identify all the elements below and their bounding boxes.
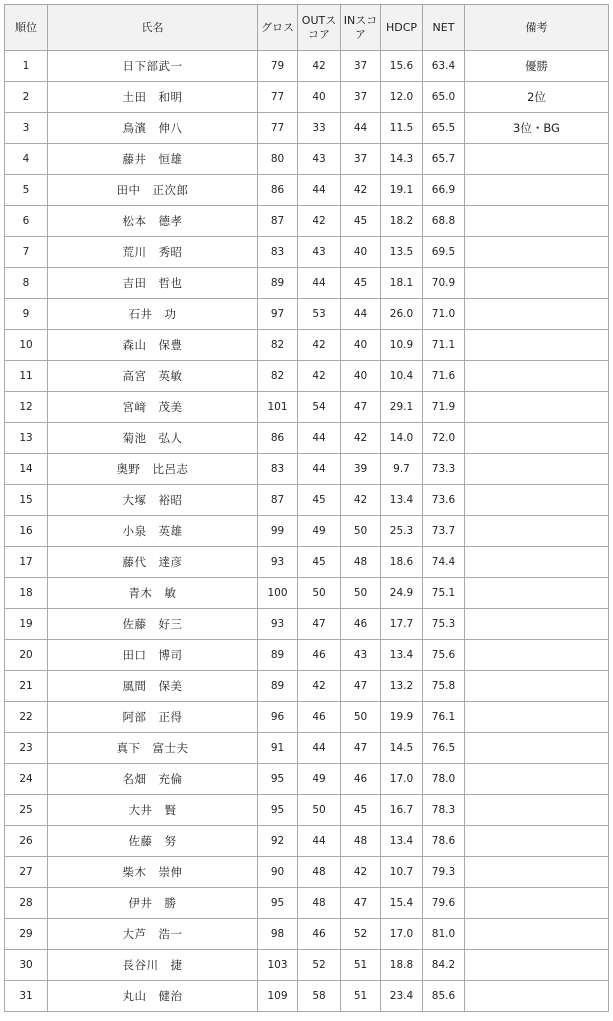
in-score-cell: 51 (341, 981, 381, 1012)
net-cell: 63.4 (423, 51, 465, 82)
net-cell: 65.0 (423, 82, 465, 113)
gross-cell: 82 (258, 361, 298, 392)
note-cell (465, 764, 609, 795)
hdcp-cell: 18.6 (381, 547, 423, 578)
name-cell: 伊井 勝 (48, 888, 258, 919)
out-score-cell: 45 (298, 547, 341, 578)
in-score-cell: 52 (341, 919, 381, 950)
gross-cell: 83 (258, 454, 298, 485)
note-cell (465, 361, 609, 392)
name-cell: 真下 富士夫 (48, 733, 258, 764)
hdcp-cell: 19.9 (381, 702, 423, 733)
in-score-cell: 46 (341, 764, 381, 795)
in-score-cell: 47 (341, 733, 381, 764)
gross-cell: 98 (258, 919, 298, 950)
net-cell: 84.2 (423, 950, 465, 981)
note-cell (465, 981, 609, 1012)
in-score-cell: 40 (341, 237, 381, 268)
table-row (5, 175, 609, 206)
net-cell: 78.0 (423, 764, 465, 795)
note-cell (465, 888, 609, 919)
note-cell (465, 392, 609, 423)
table-row (5, 795, 609, 826)
hdcp-cell: 13.4 (381, 640, 423, 671)
hdcp-cell: 25.3 (381, 516, 423, 547)
rank-cell: 30 (5, 950, 48, 981)
in-score-cell: 47 (341, 888, 381, 919)
in-score-cell: 43 (341, 640, 381, 671)
name-cell: 阿部 正得 (48, 702, 258, 733)
out-score-cell: 42 (298, 330, 341, 361)
net-cell: 73.3 (423, 454, 465, 485)
table-row (5, 206, 609, 237)
gross-cell: 99 (258, 516, 298, 547)
rank-cell: 5 (5, 175, 48, 206)
hdcp-cell: 14.5 (381, 733, 423, 764)
header-gross: グロス (258, 5, 298, 51)
gross-cell: 97 (258, 299, 298, 330)
rank-cell: 1 (5, 51, 48, 82)
gross-cell: 87 (258, 206, 298, 237)
out-score-cell: 42 (298, 361, 341, 392)
gross-cell: 87 (258, 485, 298, 516)
in-score-cell: 40 (341, 361, 381, 392)
in-score-cell: 46 (341, 609, 381, 640)
in-score-cell: 39 (341, 454, 381, 485)
net-cell: 74.4 (423, 547, 465, 578)
table-row (5, 826, 609, 857)
out-score-cell: 52 (298, 950, 341, 981)
header-in-score: INスコア (341, 5, 381, 51)
name-cell: 鳥濱 伸八 (48, 113, 258, 144)
net-cell: 79.6 (423, 888, 465, 919)
note-cell (465, 609, 609, 640)
in-score-cell: 42 (341, 175, 381, 206)
header-rank: 順位 (5, 5, 48, 51)
gross-cell: 96 (258, 702, 298, 733)
table-row (5, 516, 609, 547)
hdcp-cell: 15.6 (381, 51, 423, 82)
hdcp-cell: 13.4 (381, 826, 423, 857)
name-cell: 高宮 英敏 (48, 361, 258, 392)
in-score-cell: 47 (341, 671, 381, 702)
table-row (5, 268, 609, 299)
name-cell: 森山 保豊 (48, 330, 258, 361)
note-cell (465, 485, 609, 516)
name-cell: 吉田 哲也 (48, 268, 258, 299)
out-score-cell: 42 (298, 51, 341, 82)
name-cell: 佐藤 努 (48, 826, 258, 857)
in-score-cell: 48 (341, 826, 381, 857)
table-row (5, 888, 609, 919)
note-cell (465, 795, 609, 826)
note-cell: 優勝 (465, 51, 609, 82)
net-cell: 69.5 (423, 237, 465, 268)
out-score-cell: 44 (298, 268, 341, 299)
out-score-cell: 42 (298, 206, 341, 237)
note-cell (465, 330, 609, 361)
note-cell (465, 857, 609, 888)
rank-cell: 10 (5, 330, 48, 361)
gross-cell: 89 (258, 640, 298, 671)
in-score-cell: 48 (341, 547, 381, 578)
net-cell: 65.7 (423, 144, 465, 175)
out-score-cell: 49 (298, 764, 341, 795)
hdcp-cell: 18.8 (381, 950, 423, 981)
rank-cell: 21 (5, 671, 48, 702)
hdcp-cell: 23.4 (381, 981, 423, 1012)
gross-cell: 89 (258, 671, 298, 702)
note-cell (465, 950, 609, 981)
table-row (5, 702, 609, 733)
gross-cell: 83 (258, 237, 298, 268)
rank-cell: 28 (5, 888, 48, 919)
net-cell: 75.1 (423, 578, 465, 609)
net-cell: 65.5 (423, 113, 465, 144)
note-cell (465, 206, 609, 237)
note-cell (465, 175, 609, 206)
table-row (5, 640, 609, 671)
net-cell: 81.0 (423, 919, 465, 950)
hdcp-cell: 12.0 (381, 82, 423, 113)
net-cell: 79.3 (423, 857, 465, 888)
out-score-cell: 44 (298, 423, 341, 454)
hdcp-cell: 10.9 (381, 330, 423, 361)
out-score-cell: 50 (298, 795, 341, 826)
name-cell: 藤井 恒雄 (48, 144, 258, 175)
name-cell: 荒川 秀昭 (48, 237, 258, 268)
rank-cell: 18 (5, 578, 48, 609)
name-cell: 大塚 裕昭 (48, 485, 258, 516)
out-score-cell: 44 (298, 826, 341, 857)
gross-cell: 93 (258, 547, 298, 578)
hdcp-cell: 19.1 (381, 175, 423, 206)
table-row (5, 733, 609, 764)
note-cell (465, 671, 609, 702)
rank-cell: 27 (5, 857, 48, 888)
table-row (5, 578, 609, 609)
hdcp-cell: 13.5 (381, 237, 423, 268)
name-cell: 日下部武一 (48, 51, 258, 82)
in-score-cell: 40 (341, 330, 381, 361)
note-cell (465, 423, 609, 454)
out-score-cell: 53 (298, 299, 341, 330)
name-cell: 田中 正次郎 (48, 175, 258, 206)
in-score-cell: 50 (341, 702, 381, 733)
note-cell (465, 702, 609, 733)
out-score-cell: 44 (298, 733, 341, 764)
in-score-cell: 45 (341, 206, 381, 237)
table-row (5, 113, 609, 144)
name-cell: 松本 德孝 (48, 206, 258, 237)
table-row (5, 330, 609, 361)
name-cell: 藤代 達彦 (48, 547, 258, 578)
header-out-score: OUTスコア (298, 5, 341, 51)
net-cell: 78.6 (423, 826, 465, 857)
out-score-cell: 46 (298, 640, 341, 671)
gross-cell: 95 (258, 888, 298, 919)
rank-cell: 17 (5, 547, 48, 578)
table-row (5, 764, 609, 795)
gross-cell: 86 (258, 423, 298, 454)
rank-cell: 31 (5, 981, 48, 1012)
note-cell (465, 268, 609, 299)
name-cell: 奥野 比呂志 (48, 454, 258, 485)
out-score-cell: 49 (298, 516, 341, 547)
rank-cell: 26 (5, 826, 48, 857)
out-score-cell: 54 (298, 392, 341, 423)
out-score-cell: 44 (298, 454, 341, 485)
hdcp-cell: 18.2 (381, 206, 423, 237)
gross-cell: 91 (258, 733, 298, 764)
net-cell: 71.1 (423, 330, 465, 361)
table-row (5, 392, 609, 423)
table-row (5, 609, 609, 640)
name-cell: 青木 敏 (48, 578, 258, 609)
header-note: 備考 (465, 5, 609, 51)
note-cell (465, 919, 609, 950)
hdcp-cell: 13.4 (381, 485, 423, 516)
net-cell: 75.8 (423, 671, 465, 702)
in-score-cell: 44 (341, 113, 381, 144)
table-row (5, 299, 609, 330)
table-row (5, 454, 609, 485)
name-cell: 小泉 英雄 (48, 516, 258, 547)
net-cell: 71.9 (423, 392, 465, 423)
out-score-cell: 43 (298, 144, 341, 175)
net-cell: 71.6 (423, 361, 465, 392)
header-net: NET (423, 5, 465, 51)
net-cell: 68.8 (423, 206, 465, 237)
name-cell: 柴木 崇伸 (48, 857, 258, 888)
table-row (5, 919, 609, 950)
table-row (5, 144, 609, 175)
rank-cell: 29 (5, 919, 48, 950)
out-score-cell: 33 (298, 113, 341, 144)
hdcp-cell: 9.7 (381, 454, 423, 485)
in-score-cell: 42 (341, 423, 381, 454)
name-cell: 菊池 弘人 (48, 423, 258, 454)
gross-cell: 100 (258, 578, 298, 609)
rank-cell: 6 (5, 206, 48, 237)
in-score-cell: 45 (341, 795, 381, 826)
name-cell: 丸山 健治 (48, 981, 258, 1012)
gross-cell: 77 (258, 113, 298, 144)
rank-cell: 23 (5, 733, 48, 764)
gross-cell: 101 (258, 392, 298, 423)
net-cell: 75.6 (423, 640, 465, 671)
rank-cell: 22 (5, 702, 48, 733)
note-cell (465, 640, 609, 671)
table-row (5, 237, 609, 268)
header-row (5, 5, 609, 51)
hdcp-cell: 11.5 (381, 113, 423, 144)
net-cell: 72.0 (423, 423, 465, 454)
out-score-cell: 46 (298, 919, 341, 950)
results-table (4, 4, 609, 1012)
gross-cell: 82 (258, 330, 298, 361)
rank-cell: 11 (5, 361, 48, 392)
header-hdcp: HDCP (381, 5, 423, 51)
note-cell: 2位 (465, 82, 609, 113)
name-cell: 田口 博司 (48, 640, 258, 671)
table-row (5, 82, 609, 113)
note-cell (465, 144, 609, 175)
hdcp-cell: 10.7 (381, 857, 423, 888)
note-cell (465, 237, 609, 268)
out-score-cell: 40 (298, 82, 341, 113)
gross-cell: 80 (258, 144, 298, 175)
name-cell: 土田 和明 (48, 82, 258, 113)
rank-cell: 25 (5, 795, 48, 826)
net-cell: 75.3 (423, 609, 465, 640)
out-score-cell: 43 (298, 237, 341, 268)
rank-cell: 24 (5, 764, 48, 795)
rank-cell: 16 (5, 516, 48, 547)
rank-cell: 19 (5, 609, 48, 640)
gross-cell: 90 (258, 857, 298, 888)
hdcp-cell: 17.7 (381, 609, 423, 640)
in-score-cell: 44 (341, 299, 381, 330)
hdcp-cell: 17.0 (381, 764, 423, 795)
net-cell: 71.0 (423, 299, 465, 330)
in-score-cell: 42 (341, 857, 381, 888)
out-score-cell: 47 (298, 609, 341, 640)
net-cell: 76.5 (423, 733, 465, 764)
rank-cell: 7 (5, 237, 48, 268)
out-score-cell: 58 (298, 981, 341, 1012)
gross-cell: 77 (258, 82, 298, 113)
note-cell (465, 733, 609, 764)
in-score-cell: 37 (341, 51, 381, 82)
table-row (5, 857, 609, 888)
note-cell (465, 547, 609, 578)
rank-cell: 8 (5, 268, 48, 299)
net-cell: 85.6 (423, 981, 465, 1012)
name-cell: 大井 賢 (48, 795, 258, 826)
rank-cell: 3 (5, 113, 48, 144)
note-cell: 3位・BG (465, 113, 609, 144)
name-cell: 石井 功 (48, 299, 258, 330)
rank-cell: 13 (5, 423, 48, 454)
table-row (5, 485, 609, 516)
gross-cell: 93 (258, 609, 298, 640)
note-cell (465, 454, 609, 485)
note-cell (465, 578, 609, 609)
hdcp-cell: 10.4 (381, 361, 423, 392)
note-cell (465, 826, 609, 857)
gross-cell: 109 (258, 981, 298, 1012)
table-row (5, 361, 609, 392)
gross-cell: 92 (258, 826, 298, 857)
in-score-cell: 45 (341, 268, 381, 299)
hdcp-cell: 14.3 (381, 144, 423, 175)
out-score-cell: 48 (298, 857, 341, 888)
name-cell: 宮﨑 茂美 (48, 392, 258, 423)
name-cell: 名畑 充倫 (48, 764, 258, 795)
net-cell: 76.1 (423, 702, 465, 733)
name-cell: 佐藤 好三 (48, 609, 258, 640)
name-cell: 長谷川 捷 (48, 950, 258, 981)
rank-cell: 9 (5, 299, 48, 330)
out-score-cell: 46 (298, 702, 341, 733)
hdcp-cell: 26.0 (381, 299, 423, 330)
in-score-cell: 42 (341, 485, 381, 516)
in-score-cell: 50 (341, 516, 381, 547)
table-row (5, 950, 609, 981)
header-name: 氏名 (48, 5, 258, 51)
out-score-cell: 45 (298, 485, 341, 516)
gross-cell: 89 (258, 268, 298, 299)
in-score-cell: 50 (341, 578, 381, 609)
in-score-cell: 37 (341, 144, 381, 175)
hdcp-cell: 18.1 (381, 268, 423, 299)
gross-cell: 86 (258, 175, 298, 206)
net-cell: 66.9 (423, 175, 465, 206)
hdcp-cell: 16.7 (381, 795, 423, 826)
table-row (5, 671, 609, 702)
rank-cell: 15 (5, 485, 48, 516)
hdcp-cell: 17.0 (381, 919, 423, 950)
gross-cell: 95 (258, 795, 298, 826)
hdcp-cell: 14.0 (381, 423, 423, 454)
net-cell: 70.9 (423, 268, 465, 299)
net-cell: 73.7 (423, 516, 465, 547)
out-score-cell: 50 (298, 578, 341, 609)
hdcp-cell: 15.4 (381, 888, 423, 919)
gross-cell: 79 (258, 51, 298, 82)
rank-cell: 2 (5, 82, 48, 113)
table-row (5, 547, 609, 578)
hdcp-cell: 13.2 (381, 671, 423, 702)
gross-cell: 95 (258, 764, 298, 795)
out-score-cell: 44 (298, 175, 341, 206)
hdcp-cell: 29.1 (381, 392, 423, 423)
out-score-cell: 42 (298, 671, 341, 702)
rank-cell: 14 (5, 454, 48, 485)
hdcp-cell: 24.9 (381, 578, 423, 609)
gross-cell: 103 (258, 950, 298, 981)
rank-cell: 20 (5, 640, 48, 671)
note-cell (465, 516, 609, 547)
in-score-cell: 51 (341, 950, 381, 981)
in-score-cell: 37 (341, 82, 381, 113)
name-cell: 大芦 浩一 (48, 919, 258, 950)
table-row (5, 981, 609, 1012)
table-row (5, 51, 609, 82)
rank-cell: 4 (5, 144, 48, 175)
table-row (5, 423, 609, 454)
note-cell (465, 299, 609, 330)
in-score-cell: 47 (341, 392, 381, 423)
rank-cell: 12 (5, 392, 48, 423)
net-cell: 78.3 (423, 795, 465, 826)
out-score-cell: 48 (298, 888, 341, 919)
name-cell: 風間 保美 (48, 671, 258, 702)
net-cell: 73.6 (423, 485, 465, 516)
